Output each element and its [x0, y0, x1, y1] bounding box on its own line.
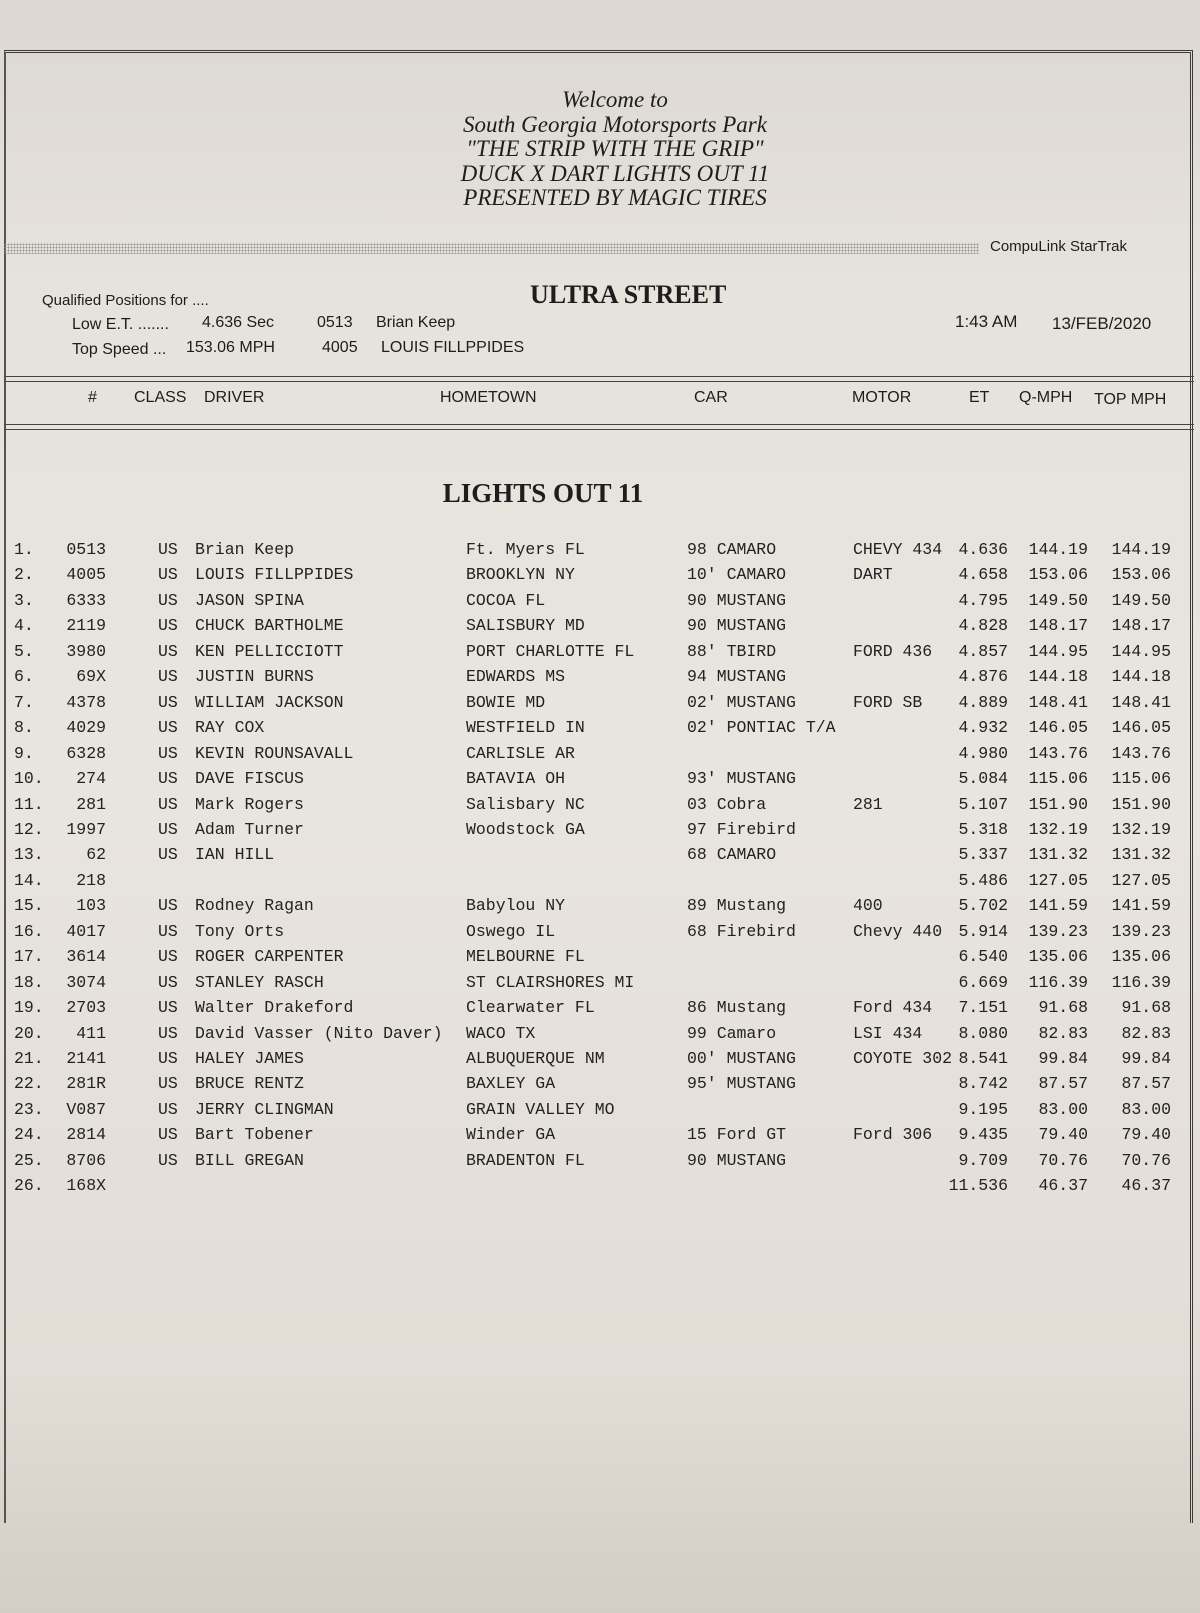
et-cell: 4.889 — [958, 692, 1008, 712]
rank-cell: 11. — [14, 794, 44, 814]
class-cell: US — [158, 1023, 178, 1043]
car-cell: 97 Firebird — [687, 819, 796, 839]
welcome-line: PRESENTED BY MAGIC TIRES — [463, 185, 767, 210]
hometown-cell: MELBOURNE FL — [466, 947, 585, 967]
hometown-cell: Woodstock GA — [466, 819, 585, 839]
col-header-qmph: Q-MPH — [1019, 389, 1073, 406]
qmph-cell: 153.06 — [1028, 565, 1088, 585]
et-cell: 9.195 — [958, 1099, 1008, 1119]
class-cell: US — [158, 921, 178, 941]
et-cell: 4.876 — [958, 667, 1008, 687]
driver-cell: Rodney Ragan — [195, 896, 314, 916]
driver-cell: JERRY CLINGMAN — [195, 1099, 334, 1119]
qmph-cell: 131.32 — [1028, 845, 1088, 865]
qmph-cell: 141.59 — [1028, 896, 1088, 916]
top-mph-cell: 144.95 — [1111, 641, 1171, 661]
rank-cell: 13. — [14, 845, 44, 865]
table-row — [0, 1151, 1200, 1176]
event-class-title: ULTRA STREET — [530, 280, 727, 309]
table-row — [0, 973, 1200, 998]
car-cell: 02' MUSTANG — [687, 692, 796, 712]
class-cell: US — [158, 1150, 178, 1170]
qmph-cell: 46.37 — [1038, 1176, 1088, 1196]
hometown-cell: Ft. Myers FL — [466, 540, 585, 559]
table-row — [0, 820, 1200, 845]
qmph-cell: 116.39 — [1028, 972, 1088, 992]
rank-cell: 2. — [14, 565, 34, 585]
car-cell: 90 MUSTANG — [687, 1150, 787, 1170]
table-row — [0, 896, 1200, 921]
car-number-cell: V087 — [66, 1099, 106, 1119]
et-cell: 4.795 — [958, 590, 1008, 610]
table-row — [0, 540, 1200, 565]
car-cell: 00' MUSTANG — [687, 1049, 796, 1068]
class-cell: US — [158, 540, 178, 559]
car-number-cell: 103 — [76, 896, 106, 916]
motor-cell: Chevy 440 — [853, 921, 943, 941]
motor-cell: Ford 434 — [853, 998, 933, 1018]
class-cell: US — [158, 972, 178, 992]
class-cell: US — [158, 1049, 178, 1068]
qmph-cell: 83.00 — [1038, 1099, 1088, 1119]
qmph-cell: 132.19 — [1028, 819, 1088, 839]
car-number-cell: 411 — [76, 1023, 106, 1043]
et-cell: 5.914 — [958, 921, 1008, 941]
motor-cell: FORD SB — [853, 692, 923, 712]
class-cell: US — [158, 616, 178, 636]
motor-cell: COYOTE 302 — [853, 1049, 953, 1068]
table-row — [0, 667, 1200, 692]
car-cell: 10' CAMARO — [687, 565, 787, 585]
hometown-cell: ST CLAIRSHORES MI — [466, 972, 635, 992]
car-number-cell: 218 — [76, 870, 106, 890]
top-mph-cell: 146.05 — [1111, 718, 1171, 738]
qmph-cell: 148.41 — [1028, 692, 1088, 712]
car-number-cell: 3980 — [66, 641, 106, 661]
top-mph-cell: 132.19 — [1111, 819, 1171, 839]
table-row — [0, 1049, 1200, 1074]
rank-cell: 7. — [14, 692, 34, 712]
top-mph-cell: 151.90 — [1111, 794, 1171, 814]
table-row — [0, 769, 1200, 794]
section-title: LIGHTS OUT 11 — [442, 478, 644, 508]
col-header-top-mph: TOP MPH — [1094, 391, 1167, 408]
hometown-cell: BRADENTON FL — [466, 1150, 585, 1170]
qmph-cell: 143.76 — [1028, 743, 1088, 763]
welcome-header — [380, 88, 850, 211]
car-cell: 88' TBIRD — [687, 641, 777, 661]
table-row — [0, 1176, 1200, 1201]
driver-cell: Walter Drakeford — [195, 998, 354, 1018]
class-cell: US — [158, 819, 178, 839]
qmph-cell: 148.17 — [1028, 616, 1088, 636]
et-cell: 5.486 — [958, 870, 1008, 890]
qmph-cell: 144.19 — [1028, 540, 1088, 559]
car-number-cell: 2119 — [66, 616, 106, 636]
driver-cell: IAN HILL — [195, 845, 275, 865]
top-mph-cell: 148.17 — [1111, 616, 1171, 636]
car-cell: 90 MUSTANG — [687, 590, 787, 610]
driver-cell: Brian Keep — [195, 540, 295, 559]
car-cell: 89 Mustang — [687, 896, 787, 916]
welcome-line: DUCK X DART LIGHTS OUT 11 — [460, 160, 770, 186]
car-number-cell: 4029 — [66, 718, 106, 738]
col-header-et: ET — [969, 389, 990, 406]
top-speed-number: 4005 — [322, 339, 358, 356]
col-header-motor: MOTOR — [852, 389, 912, 406]
hometown-cell: CARLISLE AR — [466, 743, 575, 763]
qmph-cell: 99.84 — [1038, 1049, 1088, 1068]
hometown-cell: Winder GA — [466, 1125, 556, 1145]
rank-cell: 22. — [14, 1074, 44, 1094]
driver-cell: CHUCK BARTHOLME — [195, 616, 344, 636]
table-row — [0, 947, 1200, 972]
hometown-cell: EDWARDS MS — [466, 667, 566, 687]
car-number-cell: 3614 — [66, 947, 106, 967]
et-cell: 11.536 — [948, 1176, 1008, 1196]
table-row — [0, 1100, 1200, 1125]
qmph-cell: 82.83 — [1038, 1023, 1088, 1043]
top-mph-cell: 91.68 — [1121, 998, 1171, 1018]
motor-cell: CHEVY 434 — [853, 540, 943, 559]
driver-cell: Mark Rogers — [195, 794, 304, 814]
driver-cell: David Vasser (Nito Daver) — [195, 1023, 443, 1043]
table-row — [0, 1074, 1200, 1099]
qmph-cell: 79.40 — [1038, 1125, 1088, 1145]
driver-cell: BRUCE RENTZ — [195, 1074, 304, 1094]
qmph-cell: 127.05 — [1028, 870, 1088, 890]
motor-cell: 281 — [853, 794, 883, 814]
class-cell: US — [158, 845, 178, 865]
driver-cell: RAY COX — [195, 718, 265, 738]
table-row — [0, 922, 1200, 947]
car-cell: 02' PONTIAC T/A — [687, 718, 836, 738]
class-cell: US — [158, 718, 178, 738]
print-date: 13/FEB/2020 — [1052, 314, 1152, 333]
car-number-cell: 3074 — [66, 972, 106, 992]
dotted-separator — [4, 243, 979, 254]
table-row — [0, 998, 1200, 1023]
motor-cell: DART — [853, 565, 893, 585]
car-cell: 95' MUSTANG — [687, 1074, 796, 1094]
hometown-cell: WACO TX — [466, 1023, 536, 1043]
rank-cell: 26. — [14, 1176, 44, 1196]
top-mph-cell: 46.37 — [1121, 1176, 1171, 1196]
hometown-cell: BOWIE MD — [466, 692, 546, 712]
class-cell: US — [158, 947, 178, 967]
table-row — [0, 871, 1200, 896]
hometown-cell: Salisbary NC — [466, 794, 585, 814]
car-number-cell: 62 — [86, 845, 106, 865]
et-cell: 5.318 — [958, 819, 1008, 839]
class-cell: US — [158, 1125, 178, 1145]
table-row — [0, 845, 1200, 870]
low-et-number: 0513 — [317, 314, 353, 331]
top-mph-cell: 139.23 — [1111, 921, 1171, 941]
rank-cell: 12. — [14, 819, 44, 839]
rank-cell: 23. — [14, 1099, 44, 1119]
car-number-cell: 69X — [76, 667, 106, 687]
table-row — [0, 1024, 1200, 1049]
et-cell: 4.828 — [958, 616, 1008, 636]
rank-cell: 14. — [14, 870, 44, 890]
top-mph-cell: 135.06 — [1111, 947, 1171, 967]
driver-cell: ROGER CARPENTER — [195, 947, 344, 967]
car-number-cell: 2703 — [66, 998, 106, 1018]
print-time: 1:43 AM — [955, 312, 1018, 331]
brand-label: CompuLink StarTrak — [990, 238, 1127, 255]
driver-cell: STANLEY RASCH — [195, 972, 324, 992]
top-mph-cell: 87.57 — [1121, 1074, 1171, 1094]
car-number-cell: 1997 — [66, 819, 106, 839]
rank-cell: 25. — [14, 1150, 44, 1170]
car-number-cell: 4017 — [66, 921, 106, 941]
top-mph-cell: 144.18 — [1111, 667, 1171, 687]
qmph-cell: 149.50 — [1028, 590, 1088, 610]
hometown-cell: BAXLEY GA — [466, 1074, 556, 1094]
et-cell: 8.541 — [958, 1049, 1008, 1068]
car-cell: 93' MUSTANG — [687, 769, 796, 789]
et-cell: 9.435 — [958, 1125, 1008, 1145]
class-cell: US — [158, 667, 178, 687]
welcome-line: Welcome to — [562, 87, 668, 112]
car-cell: 15 Ford GT — [687, 1125, 787, 1145]
class-cell: US — [158, 1074, 178, 1094]
driver-cell: LOUIS FILLPPIDES — [195, 565, 354, 585]
top-mph-cell: 144.19 — [1111, 540, 1171, 559]
class-cell: US — [158, 590, 178, 610]
class-cell: US — [158, 896, 178, 916]
col-header-number: # — [88, 389, 97, 406]
driver-cell: DAVE FISCUS — [195, 769, 304, 789]
driver-cell: Bart Tobener — [195, 1125, 314, 1145]
rank-cell: 3. — [14, 590, 34, 610]
top-mph-cell: 83.00 — [1121, 1099, 1171, 1119]
top-mph-cell: 115.06 — [1111, 769, 1171, 789]
hometown-cell: Oswego IL — [466, 921, 556, 941]
hometown-cell: BATAVIA OH — [466, 769, 566, 789]
driver-cell: Tony Orts — [195, 921, 285, 941]
hometown-cell: SALISBURY MD — [466, 616, 585, 636]
class-cell: US — [158, 998, 178, 1018]
table-row — [0, 642, 1200, 667]
top-mph-cell: 153.06 — [1111, 565, 1171, 585]
car-cell: 99 Camaro — [687, 1023, 777, 1043]
col-header-class: CLASS — [134, 389, 187, 406]
rank-cell: 1. — [14, 540, 34, 559]
driver-cell: KEN PELLICCIOTT — [195, 641, 344, 661]
qmph-cell: 151.90 — [1028, 794, 1088, 814]
driver-cell: KEVIN ROUNSAVALL — [195, 743, 354, 763]
car-number-cell: 281 — [76, 794, 106, 814]
hometown-cell: PORT CHARLOTTE FL — [466, 641, 635, 661]
car-cell: 98 CAMARO — [687, 540, 777, 559]
rank-cell: 9. — [14, 743, 34, 763]
car-number-cell: 2141 — [66, 1049, 106, 1068]
table-row — [0, 565, 1200, 590]
et-cell: 5.702 — [958, 896, 1008, 916]
top-mph-cell: 127.05 — [1111, 870, 1171, 890]
car-number-cell: 281R — [66, 1074, 106, 1094]
motor-cell: FORD 436 — [853, 641, 933, 661]
car-number-cell: 0513 — [66, 540, 106, 559]
table-row — [0, 1125, 1200, 1150]
rank-cell: 4. — [14, 616, 34, 636]
car-cell: 03 Cobra — [687, 794, 767, 814]
top-speed-label: Top Speed ... — [72, 341, 167, 358]
car-number-cell: 4378 — [66, 692, 106, 712]
et-cell: 6.540 — [958, 947, 1008, 967]
hometown-cell: COCOA FL — [466, 590, 546, 610]
et-cell: 8.742 — [958, 1074, 1008, 1094]
rank-cell: 19. — [14, 998, 44, 1018]
low-et-label: Low E.T. ....... — [72, 316, 169, 333]
car-number-cell: 2814 — [66, 1125, 106, 1145]
class-cell: US — [158, 565, 178, 585]
rank-cell: 8. — [14, 718, 34, 738]
header-rule-top — [4, 376, 1194, 382]
qmph-cell: 144.18 — [1028, 667, 1088, 687]
et-cell: 8.080 — [958, 1023, 1008, 1043]
low-et-driver: Brian Keep — [376, 314, 456, 331]
top-mph-cell: 148.41 — [1111, 692, 1171, 712]
rank-cell: 16. — [14, 921, 44, 941]
table-row — [0, 693, 1200, 718]
driver-cell: BILL GREGAN — [195, 1150, 304, 1170]
table-row — [0, 591, 1200, 616]
et-cell: 4.857 — [958, 641, 1008, 661]
top-mph-cell: 143.76 — [1111, 743, 1171, 763]
welcome-line: South Georgia Motorsports Park — [463, 111, 767, 137]
driver-cell: HALEY JAMES — [195, 1049, 304, 1068]
welcome-line: "THE STRIP WITH THE GRIP" — [466, 136, 764, 161]
qmph-cell: 146.05 — [1028, 718, 1088, 738]
qmph-cell: 115.06 — [1028, 769, 1088, 789]
et-cell: 4.980 — [958, 743, 1008, 763]
top-mph-cell: 131.32 — [1111, 845, 1171, 865]
car-number-cell: 4005 — [66, 565, 106, 585]
top-mph-cell: 70.76 — [1121, 1150, 1171, 1170]
qmph-cell: 135.06 — [1028, 947, 1088, 967]
hometown-cell: WESTFIELD IN — [466, 718, 585, 738]
motor-cell: LSI 434 — [853, 1023, 923, 1043]
et-cell: 5.337 — [958, 845, 1008, 865]
qualified-positions-label: Qualified Positions for .... — [42, 292, 209, 309]
table-row — [0, 616, 1200, 641]
qmph-cell: 144.95 — [1028, 641, 1088, 661]
car-number-cell: 6333 — [66, 590, 106, 610]
rank-cell: 24. — [14, 1125, 44, 1145]
qmph-cell: 139.23 — [1028, 921, 1088, 941]
car-number-cell: 168X — [66, 1176, 106, 1196]
header-rule-bottom — [4, 424, 1194, 430]
table-row — [0, 744, 1200, 769]
car-number-cell: 8706 — [66, 1150, 106, 1170]
car-cell: 90 MUSTANG — [687, 616, 787, 636]
class-cell: US — [158, 692, 178, 712]
hometown-cell: ALBUQUERQUE NM — [466, 1049, 605, 1068]
qmph-cell: 91.68 — [1038, 998, 1088, 1018]
et-cell: 4.636 — [958, 540, 1008, 559]
car-number-cell: 6328 — [66, 743, 106, 763]
et-cell: 6.669 — [958, 972, 1008, 992]
col-header-hometown: HOMETOWN — [440, 389, 537, 406]
rank-cell: 18. — [14, 972, 44, 992]
car-number-cell: 274 — [76, 769, 106, 789]
col-header-driver: DRIVER — [204, 389, 265, 406]
top-mph-cell: 82.83 — [1121, 1023, 1171, 1043]
hometown-cell: GRAIN VALLEY MO — [466, 1099, 615, 1119]
low-et-value: 4.636 Sec — [202, 314, 275, 331]
qmph-cell: 87.57 — [1038, 1074, 1088, 1094]
rank-cell: 15. — [14, 896, 44, 916]
table-row — [0, 795, 1200, 820]
qmph-cell: 70.76 — [1038, 1150, 1088, 1170]
class-cell: US — [158, 769, 178, 789]
top-mph-cell: 99.84 — [1121, 1049, 1171, 1068]
col-header-car: CAR — [694, 389, 728, 406]
motor-cell: Ford 306 — [853, 1125, 933, 1145]
hometown-cell: Clearwater FL — [466, 998, 595, 1018]
et-cell: 9.709 — [958, 1150, 1008, 1170]
et-cell: 4.658 — [958, 565, 1008, 585]
rank-cell: 20. — [14, 1023, 44, 1043]
motor-cell: 400 — [853, 896, 883, 916]
rank-cell: 10. — [14, 769, 44, 789]
top-mph-cell: 116.39 — [1111, 972, 1171, 992]
top-mph-cell: 141.59 — [1111, 896, 1171, 916]
hometown-cell: Babylou NY — [466, 896, 566, 916]
top-speed-value: 153.06 MPH — [186, 339, 275, 356]
rank-cell: 6. — [14, 667, 34, 687]
driver-cell: JUSTIN BURNS — [195, 667, 314, 687]
et-cell: 7.151 — [958, 998, 1008, 1018]
class-cell: US — [158, 641, 178, 661]
car-cell: 68 CAMARO — [687, 845, 777, 865]
hometown-cell: BROOKLYN NY — [466, 565, 575, 585]
class-cell: US — [158, 1099, 178, 1119]
driver-cell: Adam Turner — [195, 819, 304, 839]
car-cell: 68 Firebird — [687, 921, 796, 941]
top-mph-cell: 79.40 — [1121, 1125, 1171, 1145]
class-cell: US — [158, 743, 178, 763]
car-cell: 94 MUSTANG — [687, 667, 787, 687]
car-cell: 86 Mustang — [687, 998, 787, 1018]
et-cell: 5.084 — [958, 769, 1008, 789]
table-row — [0, 718, 1200, 743]
top-speed-driver: LOUIS FILLPPIDES — [381, 339, 525, 356]
rank-cell: 17. — [14, 947, 44, 967]
class-cell: US — [158, 794, 178, 814]
driver-cell: JASON SPINA — [195, 590, 304, 610]
et-cell: 5.107 — [958, 794, 1008, 814]
rank-cell: 5. — [14, 641, 34, 661]
rank-cell: 21. — [14, 1049, 44, 1068]
et-cell: 4.932 — [958, 718, 1008, 738]
top-mph-cell: 149.50 — [1111, 590, 1171, 610]
driver-cell: WILLIAM JACKSON — [195, 692, 344, 712]
